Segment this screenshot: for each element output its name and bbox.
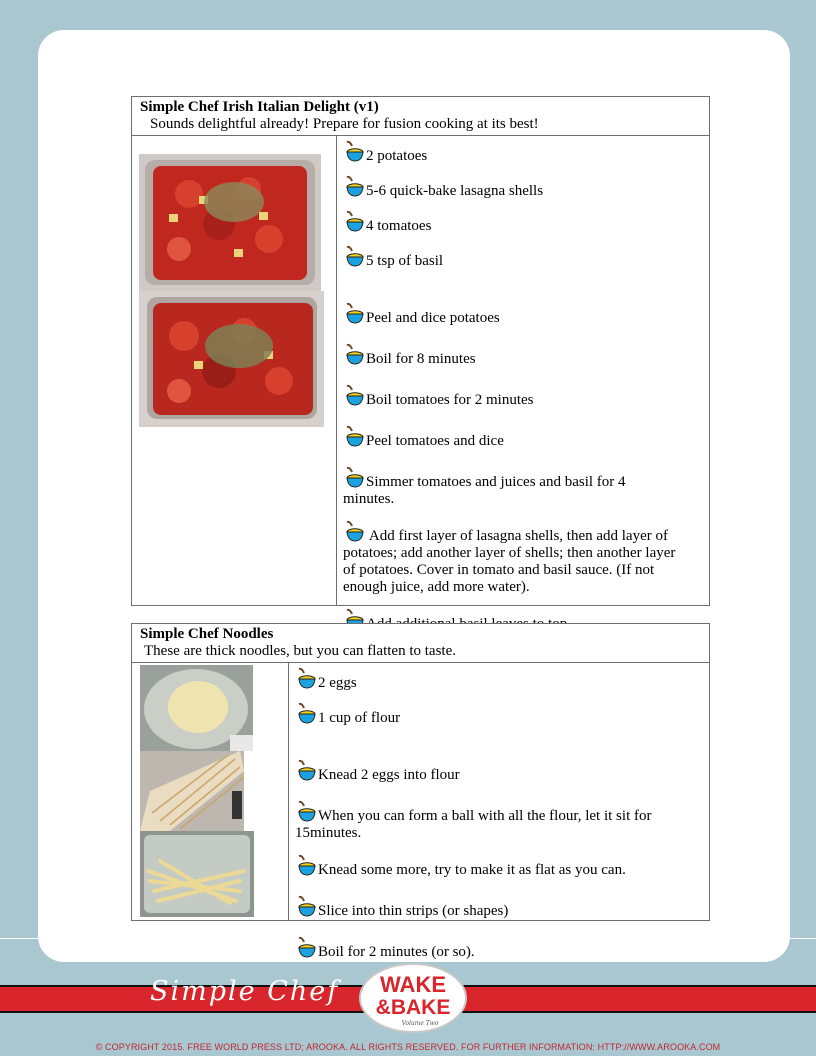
step-item-cont: minutes.: [343, 491, 395, 507]
egg-bowl-icon: [295, 936, 317, 960]
copyright-notice: © COPYRIGHT 2015. FREE WORLD PRESS LTD; AROOKA. ALL RIGHTS RESERVED. FOR FURTHER INFORMATION: HTTP://WWW.AROOKA.COM: [95, 1042, 721, 1052]
egg-bowl-icon: [295, 800, 317, 824]
step-item: When you can form a ball with all the flour, let it sit for: [295, 800, 701, 825]
recipe-subtitle: Sounds delightful already! Prepare for fusion cooking at its best!: [150, 116, 539, 132]
recipe-card-noodles: [131, 623, 710, 960]
egg-bowl-icon: [343, 210, 365, 234]
photo-column: [132, 136, 337, 606]
recipe-card-irish-italian: [131, 96, 710, 606]
step-item: Knead some more, try to make it as flat as you can.: [295, 854, 701, 879]
egg-bowl-icon: [343, 425, 365, 449]
recipe-header: [132, 97, 709, 136]
egg-bowl-icon: [295, 702, 317, 726]
recipe-title: Simple Chef Noodles: [140, 626, 274, 642]
egg-bowl-icon: [295, 667, 317, 691]
step-item-cont: of potatoes. Cover in tomato and basil sauce. (If not: [343, 562, 655, 578]
svg-text:WAKE: WAKE: [380, 972, 446, 997]
sliced-noodles-photo: [140, 831, 254, 917]
egg-bowl-icon: [295, 759, 317, 783]
step-item: Peel and dice potatoes: [343, 302, 701, 327]
step-item: Slice into thin strips (or shapes): [295, 895, 701, 920]
egg-bowl-icon: [343, 302, 365, 326]
step-item: Knead 2 eggs into flour: [295, 759, 701, 784]
egg-bowl-icon: [343, 140, 365, 164]
ingredient-item: 2 eggs: [295, 667, 701, 692]
svg-text:&BAKE: &BAKE: [375, 996, 451, 1019]
recipe-subtitle: These are thick noodles, but you can flatten to taste.: [144, 643, 456, 659]
egg-bowl-icon: [343, 520, 365, 544]
ingredient-item: 4 tomatoes: [343, 210, 701, 235]
step-item: Add first layer of lasagna shells, then add layer of: [343, 520, 701, 545]
step-item: Boil for 8 minutes: [343, 343, 701, 368]
step-item: Boil tomatoes for 2 minutes: [343, 384, 701, 409]
egg-bowl-icon: [295, 854, 317, 878]
recipe-header: [132, 624, 709, 663]
ingredient-item: 2 potatoes: [343, 140, 701, 165]
egg-bowl-icon: [343, 466, 365, 490]
wake-and-bake-logo: [358, 962, 468, 1034]
step-item: Peel tomatoes and dice: [343, 425, 701, 450]
step-item-cont: potatoes; add another layer of shells; then another layer: [343, 545, 676, 561]
photo-column: [132, 663, 289, 921]
recipe-title: Simple Chef Irish Italian Delight (v1): [140, 99, 379, 115]
ingredient-item: 1 cup of flour: [295, 702, 701, 727]
lasagna-photo-1: [139, 154, 321, 291]
step-item-cont: enough juice, add more water).: [343, 579, 530, 595]
step-item: Simmer tomatoes and juices and basil for 4: [343, 466, 701, 491]
brand-logo-text: Simple Chef: [150, 976, 340, 1007]
ingredient-item: 5 tsp of basil: [343, 245, 701, 270]
egg-bowl-icon: [343, 175, 365, 199]
egg-bowl-icon: [343, 384, 365, 408]
egg-bowl-icon: [343, 343, 365, 367]
ingredient-item: 5-6 quick-bake lasagna shells: [343, 175, 701, 200]
step-item: Boil for 2 minutes (or so).: [295, 936, 701, 961]
egg-bowl-icon: [295, 895, 317, 919]
steps-column: [337, 136, 709, 606]
dough-ball-photo: [140, 665, 253, 751]
svg-text:Volume Two: Volume Two: [401, 1020, 439, 1027]
egg-bowl-icon: [343, 245, 365, 269]
step-item-cont: 15minutes.: [295, 825, 362, 841]
lasagna-photo-2: [139, 291, 324, 427]
steps-column: [289, 663, 709, 960]
noodle-strips-photo: [140, 751, 244, 831]
